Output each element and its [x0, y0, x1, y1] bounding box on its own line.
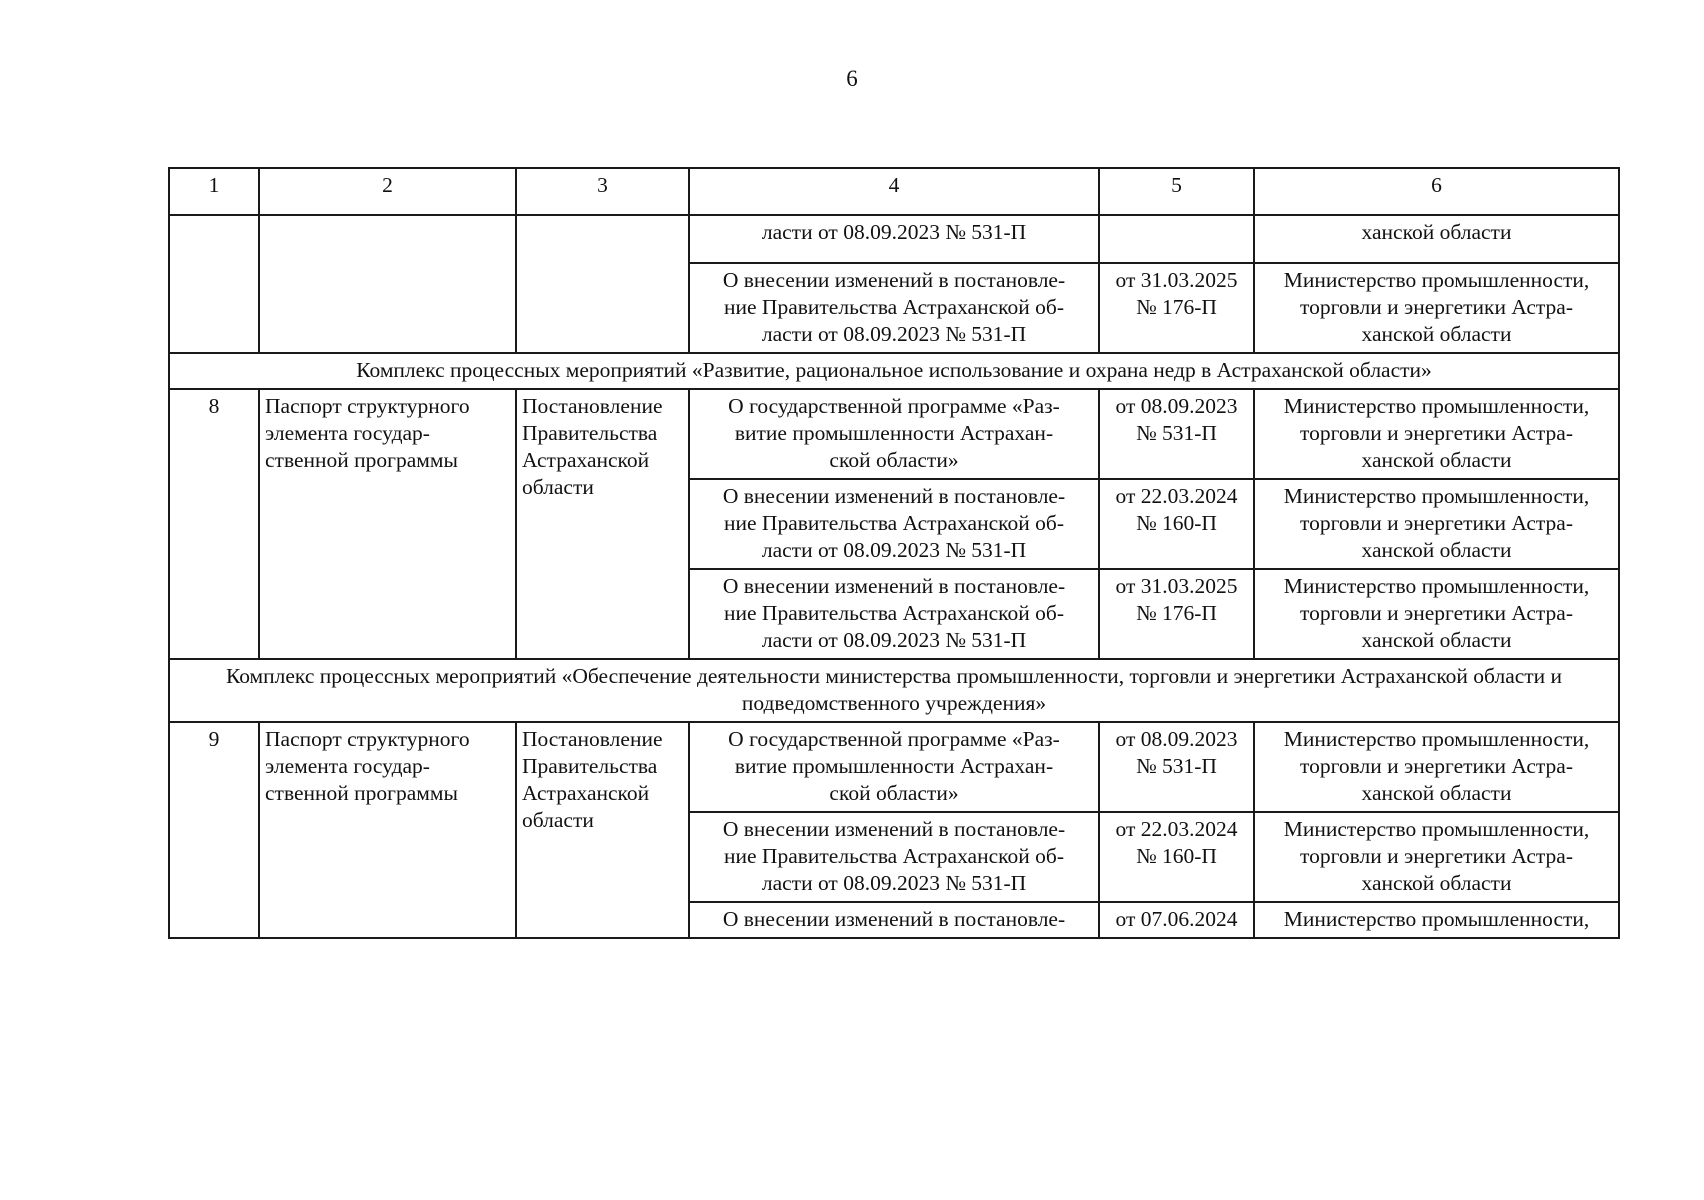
cell-act-title: О внесении изменений в постановле- ние Правительства Астраханской об- ласти от 08.09.2023 № 531-П: [689, 569, 1099, 659]
page-number: 6: [846, 66, 858, 91]
section-heading-row: [169, 353, 1619, 389]
column-header: 2: [259, 168, 516, 215]
table-row: [169, 722, 1619, 812]
cell-act-title: О государственной программе «Раз- витие промышленности Астрахан- ской области»: [689, 722, 1099, 812]
cell-number: [169, 215, 259, 353]
cell-act-date: от 08.09.2023 № 531-П: [1099, 389, 1254, 479]
cell-responsible: Министерство промышленности,: [1254, 902, 1619, 938]
cell-act-title: О внесении изменений в постановле- ние Правительства Астраханской об- ласти от 08.09.2023 № 531-П: [689, 479, 1099, 569]
cell-act-date: от 31.03.2025 № 176-П: [1099, 263, 1254, 353]
cell-number: 8: [169, 389, 259, 659]
column-header: 3: [516, 168, 689, 215]
cell-act-date: [1099, 215, 1254, 263]
cell-element: Паспорт структурного элемента государ- ственной программы: [259, 722, 516, 938]
cell-responsible: Министерство промышленности, торговли и энергетики Астра- ханской области: [1254, 479, 1619, 569]
cell-element: [259, 215, 516, 353]
cell-act-date: от 31.03.2025 № 176-П: [1099, 569, 1254, 659]
table-header-row: [169, 168, 1619, 215]
column-header: 1: [169, 168, 259, 215]
cell-act-type: [516, 215, 689, 353]
cell-act-title: ласти от 08.09.2023 № 531-П: [689, 215, 1099, 263]
cell-act-type: Постановление Правительства Астраханской области: [516, 389, 689, 659]
cell-responsible: ханской области: [1254, 215, 1619, 263]
documents-table: [168, 167, 1620, 939]
section-heading-row: [169, 659, 1619, 722]
cell-act-type: Постановление Правительства Астраханской области: [516, 722, 689, 938]
cell-act-title: О внесении изменений в постановле- ние Правительства Астраханской об- ласти от 08.09.2023 № 531-П: [689, 812, 1099, 902]
cell-act-date: от 22.03.2024 № 160-П: [1099, 812, 1254, 902]
cell-act-title: О государственной программе «Раз- витие промышленности Астрахан- ской области»: [689, 389, 1099, 479]
cell-act-title: О внесении изменений в постановле-: [689, 902, 1099, 938]
column-header: 4: [689, 168, 1099, 215]
cell-responsible: Министерство промышленности, торговли и энергетики Астра- ханской области: [1254, 569, 1619, 659]
cell-act-date: от 08.09.2023 № 531-П: [1099, 722, 1254, 812]
column-header: 5: [1099, 168, 1254, 215]
cell-responsible: Министерство промышленности, торговли и энергетики Астра- ханской области: [1254, 722, 1619, 812]
cell-responsible: Министерство промышленности, торговли и энергетики Астра- ханской области: [1254, 263, 1619, 353]
cell-element: Паспорт структурного элемента государ- ственной программы: [259, 389, 516, 659]
section-title: Комплекс процессных мероприятий «Развитие, рациональное использование и охрана недр в Астраханской области»: [169, 353, 1619, 389]
table-row: [169, 389, 1619, 479]
table-row: [169, 215, 1619, 263]
cell-act-date: от 22.03.2024 № 160-П: [1099, 479, 1254, 569]
cell-act-date: от 07.06.2024: [1099, 902, 1254, 938]
column-header: 6: [1254, 168, 1619, 215]
cell-responsible: Министерство промышленности, торговли и энергетики Астра- ханской области: [1254, 812, 1619, 902]
section-title: Комплекс процессных мероприятий «Обеспечение деятельности министерства промышленности, торговли и энергетики Астраханской области и подведомственного учреждения»: [169, 659, 1619, 722]
cell-act-title: О внесении изменений в постановле- ние Правительства Астраханской об- ласти от 08.09.2023 № 531-П: [689, 263, 1099, 353]
cell-number: 9: [169, 722, 259, 938]
cell-responsible: Министерство промышленности, торговли и энергетики Астра- ханской области: [1254, 389, 1619, 479]
